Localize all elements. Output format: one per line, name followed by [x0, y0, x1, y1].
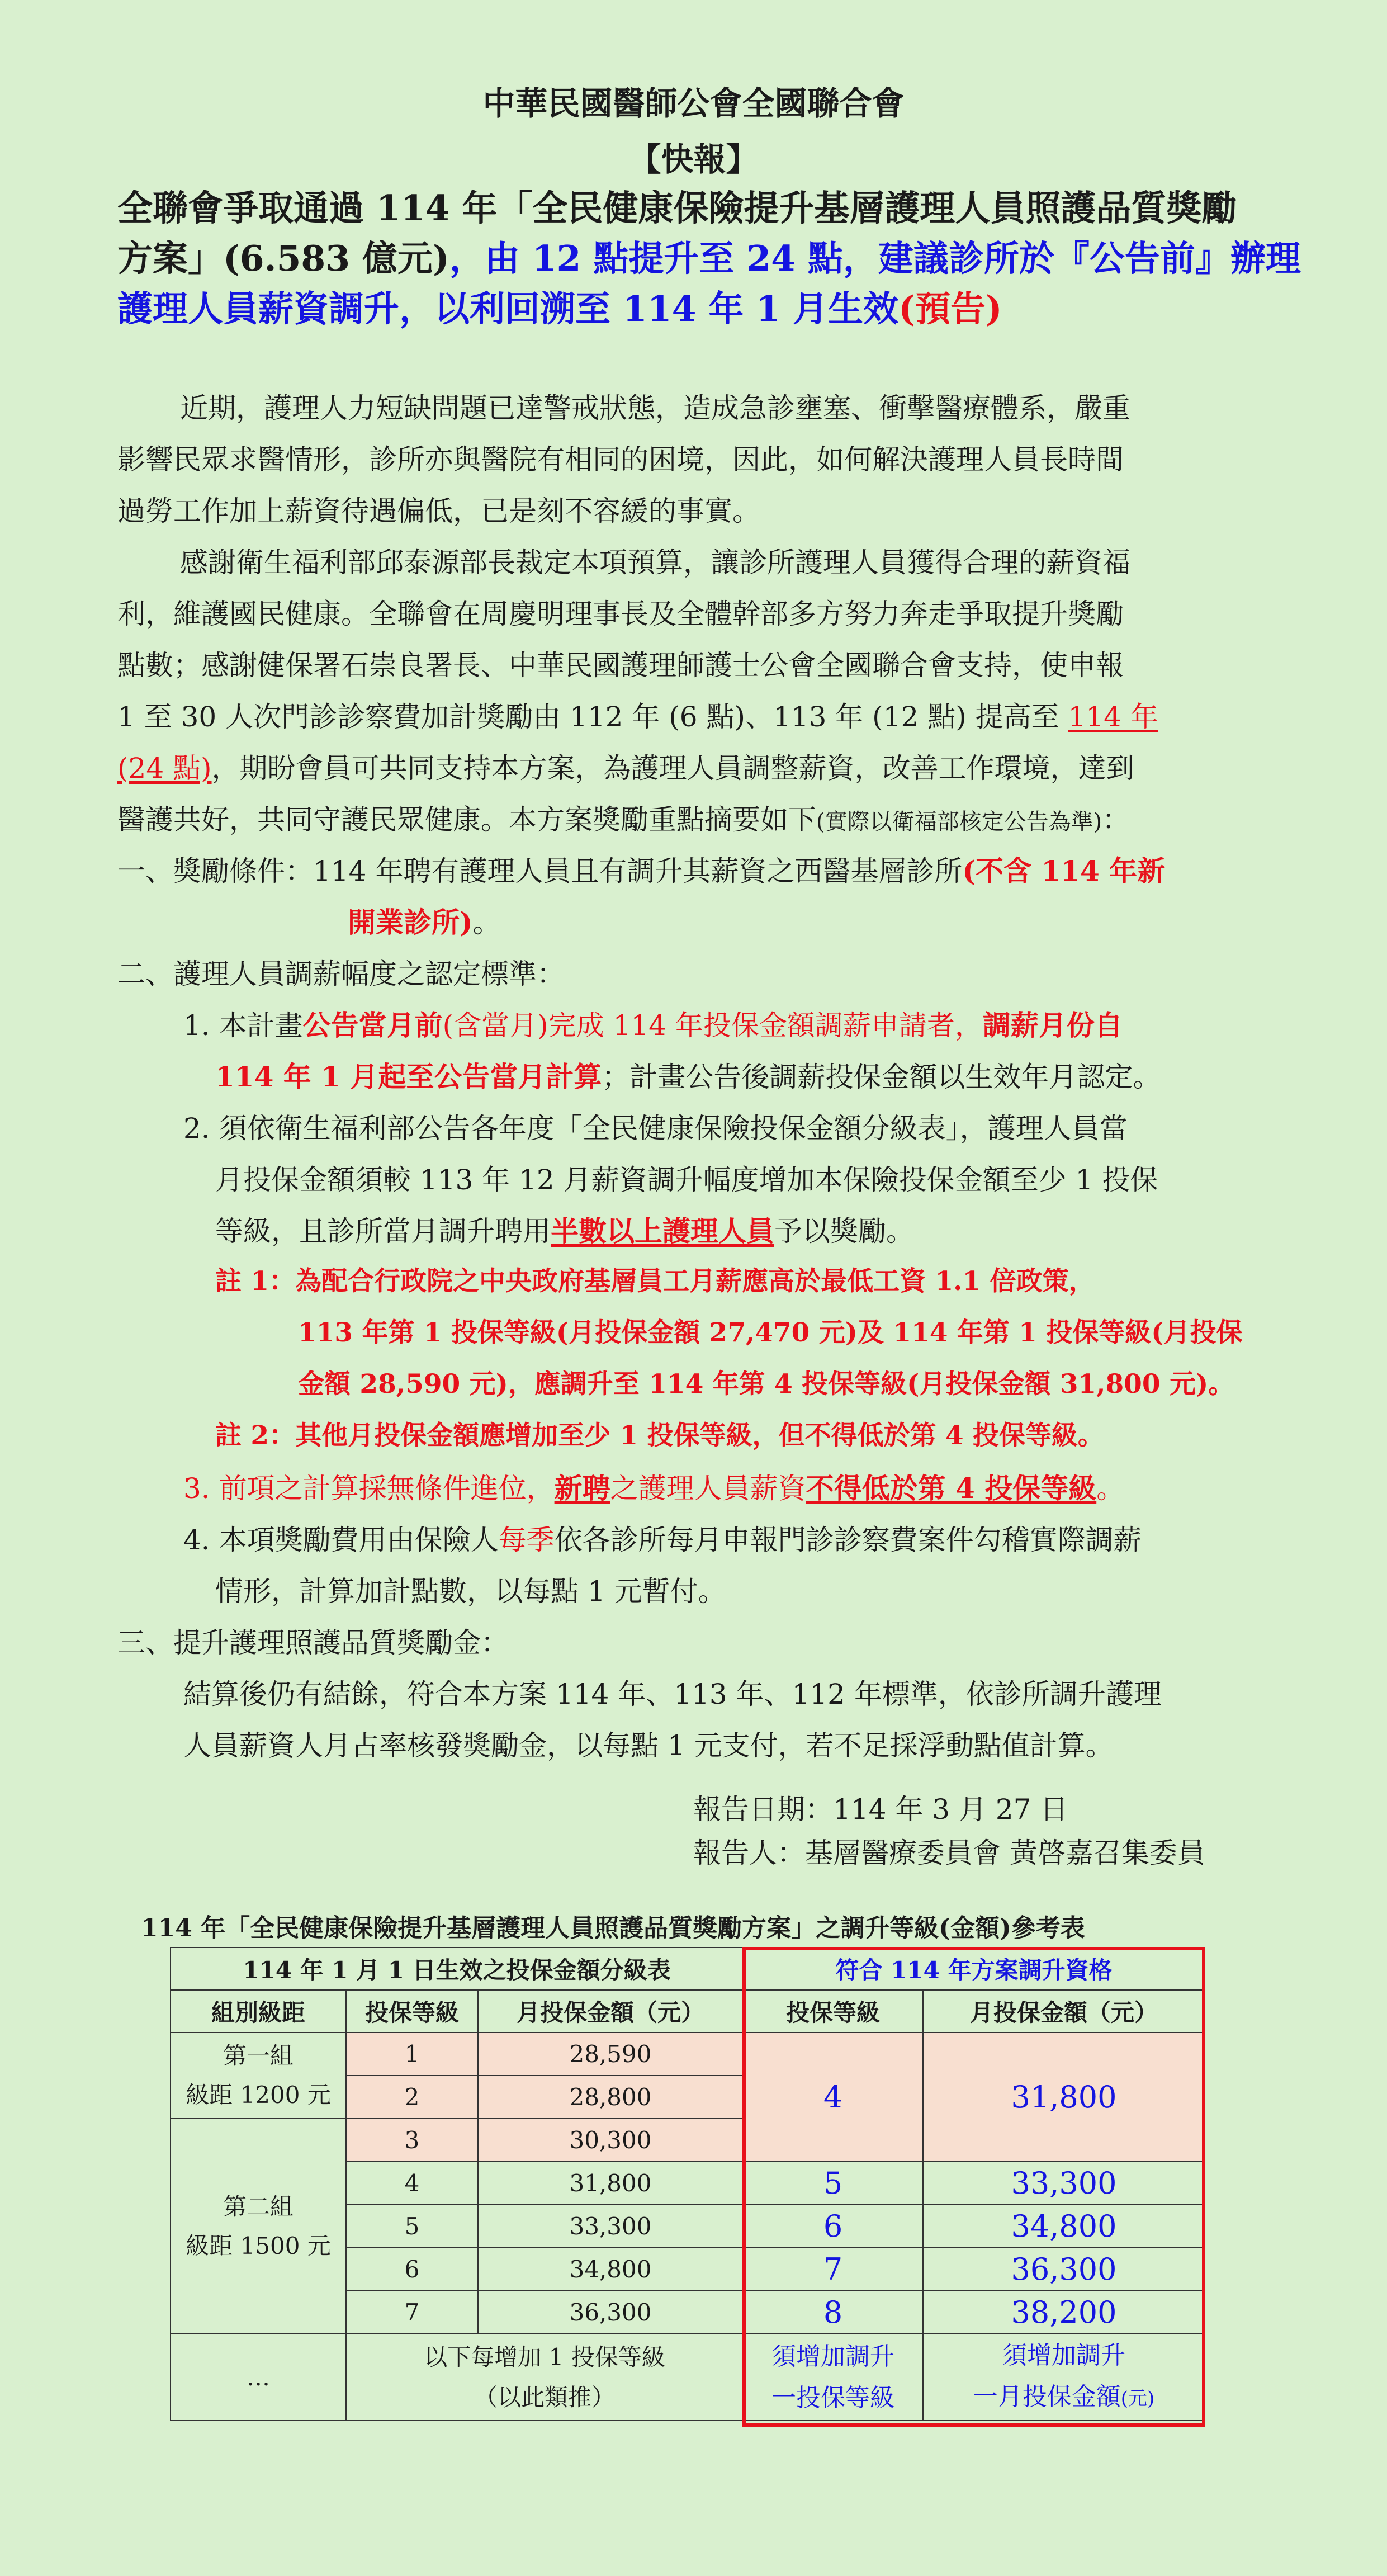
level-cell: 7 [346, 2291, 478, 2334]
level-cell: 6 [346, 2248, 478, 2291]
section-1-line-1: 一、獎勵條件：114 年聘有護理人員且有調升其薪資之西醫基層診所(不含 114 年新 [117, 854, 1166, 887]
level-cell: 1 [346, 2033, 478, 2076]
section-2-item-2-line-1: 2. 須依衛生福利部公告各年度「全民健康保險投保金額分級表」，護理人員當 [183, 1112, 1128, 1145]
section-2-item-1-line-2: 114 年 1 月起至公告當月計算；計畫公告後調薪投保金額以生效年月認定。 [215, 1060, 1161, 1093]
section-2-item-1-line-1: 1. 本計畫公告當月前(含當月)完成 114 年投保金額調薪申請者，調薪月份自 [183, 1009, 1123, 1042]
target-level-cell: 6 [743, 2205, 923, 2248]
target-amount-cell: 34,800 [923, 2205, 1205, 2248]
target-amount-cell: 31,800 [923, 2033, 1205, 2162]
col-header-level: 投保等級 [346, 1990, 478, 2033]
amount-cell: 31,800 [478, 2162, 743, 2205]
table-header-row-1 [171, 1948, 1205, 1990]
report-date: 報告日期：114 年 3 月 27 日 [693, 1793, 1068, 1826]
target-level-cell: 7 [743, 2248, 923, 2291]
table-row-more [171, 2334, 1205, 2421]
reporter: 報告人：基層醫療委員會 黃啓嘉召集委員 [693, 1837, 1205, 1869]
ellipsis-cell: … [171, 2334, 346, 2421]
col-header-amount: 月投保金額（元） [478, 1990, 743, 2033]
right-header: 符合 114 年方案調升資格 [743, 1948, 1205, 1990]
section-2-item-2-line-3: 等級，且診所當月調升聘用半數以上護理人員予以獎勵。 [215, 1214, 914, 1247]
amount-cell: 28,800 [478, 2076, 743, 2119]
section-2-item-2-line-2: 月投保金額須較 113 年 12 月薪資調升幅度增加本保險投保金額至少 1 投保 [215, 1164, 1158, 1196]
intro-p1-line-1: 近期，護理人力短缺問題已達警戒狀態，造成急診壅塞、衝擊醫療體系，嚴重 [180, 392, 1130, 424]
level-cell: 3 [346, 2119, 478, 2162]
headline-line-2: 方案」(6.583 億元)，由 12 點提升至 24 點，建議診所於『公告前』辦理 [117, 238, 1301, 279]
table-caption: 114 年「全民健康保險提升基層護理人員照護品質獎勵方案」之調升等級(金額)參考表 [141, 1914, 1085, 1942]
intro-p1-line-2: 影響民眾求醫情形，診所亦與醫院有相同的困境，因此，如何解決護理人員長時間 [117, 443, 1124, 476]
section-2-item-4-line-2: 情形，計算加計點數，以每點 1 元暫付。 [215, 1575, 726, 1608]
insurance-grade-table [170, 1947, 1205, 2421]
group-2-cell: 第二組 級距 1500 元 [171, 2119, 346, 2334]
target-level-cell: 4 [743, 2033, 923, 2162]
target-amount-cell: 33,300 [923, 2162, 1205, 2205]
amount-cell: 36,300 [478, 2291, 743, 2334]
target-amount-cell: 38,200 [923, 2291, 1205, 2334]
organization-title: 中華民國醫師公會全國聯合會 [482, 84, 905, 122]
flash-report-label: 【快報】 [628, 140, 759, 178]
col-header-target-level: 投保等級 [743, 1990, 923, 2033]
increment-level-cell: 須增加調升 一投保等級 [743, 2334, 923, 2421]
intro-p2-line-2: 利，維護國民健康。全聯會在周慶明理事長及全體幹部多方努力奔走爭取提升獎勵 [117, 598, 1124, 630]
section-2-item-3: 3. 前項之計算採無條件進位，新聘之護理人員薪資不得低於第 4 投保等級。 [183, 1472, 1125, 1505]
amount-cell: 33,300 [478, 2205, 743, 2248]
target-level-cell: 8 [743, 2291, 923, 2334]
col-header-target-amount: 月投保金額（元） [923, 1990, 1205, 2033]
section-3-line-2: 人員薪資人月占率核發獎勵金，以每點 1 元支付，若不足採浮動點值計算。 [183, 1729, 1114, 1762]
level-cell: 2 [346, 2076, 478, 2119]
note-1-line-2: 113 年第 1 投保等級(月投保金額 27,470 元)及 114 年第 1 投保等級(月投保 [298, 1317, 1243, 1348]
section-3-heading: 三、提升護理照護品質獎勵金： [117, 1627, 509, 1659]
note-1-line-1: 註 1：為配合行政院之中央政府基層員工月薪應高於最低工資 1.1 倍政策， [215, 1266, 1095, 1297]
left-header: 114 年 1 月 1 日生效之投保金額分級表 [171, 1948, 743, 1990]
headline-line-3: 護理人員薪資調升，以利回溯至 114 年 1 月生效(預告) [117, 288, 1002, 329]
intro-p2-line-1: 感謝衛生福利部邱泰源部長裁定本項預算，讓診所護理人員獲得合理的薪資福 [180, 546, 1130, 579]
intro-p2-line-3: 點數；感謝健保署石崇良署長、中華民國護理師護士公會全國聯合會支持，使申報 [117, 649, 1124, 682]
level-cell: 4 [346, 2162, 478, 2205]
headline-line-1: 全聯會爭取通過 114 年「全民健康保險提升基層護理人員照護品質獎勵 [117, 187, 1237, 229]
intro-p2-line-4: 1 至 30 人次門診診察費加計獎勵由 112 年 (6 點)、113 年 (12 點) 提高至 114 年 [117, 701, 1158, 733]
table-header-row-2 [171, 1990, 1205, 2033]
amount-cell: 28,590 [478, 2033, 743, 2076]
section-2-item-4-line-1: 4. 本項獎勵費用由保險人每季依各診所每月申報門診診察費案件勾稽實際調薪 [183, 1524, 1142, 1556]
target-amount-cell: 36,300 [923, 2248, 1205, 2291]
note-1-line-3: 金額 28,590 元)，應調升至 114 年第 4 投保等級(月投保金額 31,800 元)。 [298, 1369, 1235, 1400]
group-1-cell: 第一組 級距 1200 元 [171, 2033, 346, 2119]
note-2: 註 2：其他月投保金額應增加至少 1 投保等級，但不得低於第 4 投保等級。 [215, 1420, 1104, 1451]
increment-amount-cell: 須增加調升 一月投保金額(元) [923, 2334, 1205, 2421]
amount-cell: 34,800 [478, 2248, 743, 2291]
target-level-cell: 5 [743, 2162, 923, 2205]
amount-cell: 30,300 [478, 2119, 743, 2162]
intro-p2-line-5: (24 點)，期盼會員可共同支持本方案，為護理人員調整薪資，改善工作環境，達到 [117, 752, 1134, 784]
level-cell: 5 [346, 2205, 478, 2248]
section-1-line-2: 開業診所)。 [348, 906, 501, 939]
section-2-heading: 二、護理人員調薪幅度之認定標準： [117, 958, 565, 990]
intro-p1-line-3: 過勞工作加上薪資待遇偏低，已是刻不容緩的事實。 [117, 495, 760, 527]
col-header-group: 組別級距 [171, 1990, 346, 2033]
table-row [171, 2033, 1205, 2076]
section-3-line-1: 結算後仍有結餘，符合本方案 114 年、113 年、112 年標準，依診所調升護理 [183, 1678, 1162, 1710]
increment-note-cell: 以下每增加 1 投保等級 （以此類推） [346, 2334, 743, 2421]
intro-p2-line-6: 醫護共好，共同守護民眾健康。本方案獎勵重點摘要如下(實際以衛福部核定公告為準)： [117, 803, 1130, 836]
